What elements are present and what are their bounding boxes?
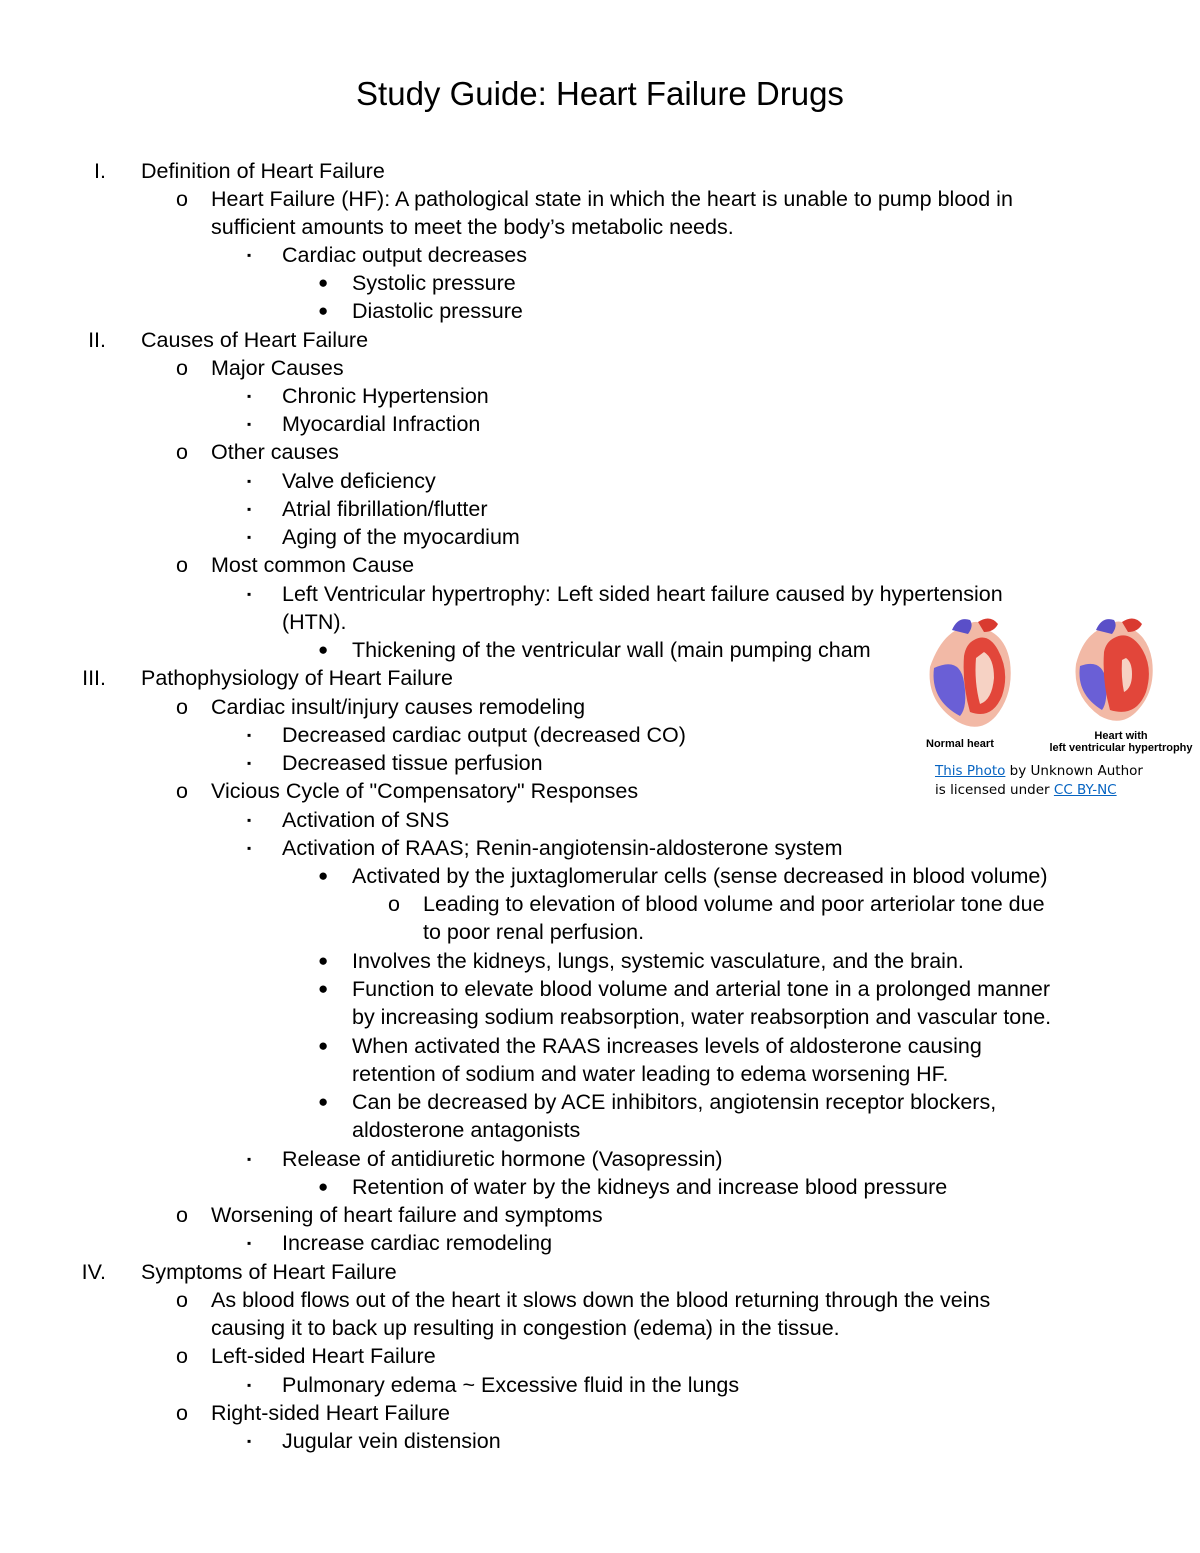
list-item: aldosterone antagonists	[352, 1118, 581, 1142]
list-item: Myocardial Infraction	[282, 412, 481, 436]
list-item: Other causes	[211, 440, 339, 464]
square-bullet: ▪	[247, 1236, 252, 1250]
square-bullet: ▪	[247, 1434, 252, 1448]
list-item: Atrial fibrillation/flutter	[282, 497, 488, 521]
square-bullet: ▪	[247, 389, 252, 403]
section-heading: Symptoms of Heart Failure	[141, 1260, 397, 1284]
list-item: Vicious Cycle of "Compensatory" Responses	[211, 779, 639, 803]
list-item: Systolic pressure	[352, 271, 516, 295]
dot-bullet: ●	[318, 1177, 329, 1196]
square-bullet: ▪	[247, 502, 252, 516]
section-heading: Pathophysiology of Heart Failure	[141, 666, 453, 690]
list-item: Retention of water by the kidneys and increase blood pressure	[352, 1175, 948, 1199]
list-item: Right-sided Heart Failure	[211, 1401, 450, 1425]
list-item: Heart Failure (HF): A pathological state in which the heart is unable to pump blood in	[211, 187, 1013, 211]
square-bullet: ▪	[247, 248, 252, 262]
list-item: Chronic Hypertension	[282, 384, 489, 408]
square-bullet: ▪	[247, 1378, 252, 1392]
dot-bullet: ●	[318, 951, 329, 970]
square-bullet: ▪	[247, 813, 252, 827]
list-item: (HTN).	[282, 610, 347, 634]
list-item: Function to elevate blood volume and arterial tone in a prolonged manner	[352, 977, 1051, 1001]
square-bullet: ▪	[247, 474, 252, 488]
credit-license-text: is licensed under	[935, 782, 1054, 798]
list-item: Cardiac output decreases	[282, 243, 528, 267]
list-item: Pulmonary edema ~ Excessive fluid in the lungs	[282, 1373, 740, 1397]
list-item: Left-sided Heart Failure	[211, 1344, 436, 1368]
photo-credit-line1	[935, 762, 1143, 780]
list-item: Worsening of heart failure and symptoms	[211, 1203, 603, 1227]
circle-bullet: o	[176, 553, 188, 577]
circle-bullet: o	[176, 1344, 188, 1368]
list-item: As blood flows out of the heart it slows down the blood returning through the veins	[211, 1288, 991, 1312]
list-item: Release of antidiuretic hormone (Vasopressin)	[282, 1147, 723, 1171]
dot-bullet: ●	[318, 1092, 329, 1111]
list-item: Activation of SNS	[282, 808, 450, 832]
square-bullet: ▪	[247, 417, 252, 431]
list-item: Thickening of the ventricular wall (main pumping cham	[352, 638, 871, 662]
list-item: retention of sodium and water leading to edema worsening HF.	[352, 1062, 949, 1086]
dot-bullet: ●	[318, 640, 329, 659]
circle-bullet: o	[176, 695, 188, 719]
list-item: Increase cardiac remodeling	[282, 1231, 553, 1255]
lvh-heart-image	[1076, 618, 1153, 720]
circle-bullet: o	[176, 356, 188, 380]
list-item: Activation of RAAS; Renin-angiotensin-aldosterone system	[282, 836, 843, 860]
square-bullet: ▪	[247, 530, 252, 544]
lvh-caption-line1: Heart with	[1094, 730, 1148, 742]
section-numeral: I.	[94, 159, 106, 183]
list-item: Cardiac insult/injury causes remodeling	[211, 695, 586, 719]
list-item: by increasing sodium reabsorption, water reabsorption and vascular tone.	[352, 1005, 1052, 1029]
list-item: Major Causes	[211, 356, 344, 380]
list-item: When activated the RAAS increases levels of aldosterone causing	[352, 1034, 982, 1058]
circle-bullet: o	[176, 1288, 188, 1312]
lvh-caption-line2: left ventricular hypertrophy	[1049, 742, 1193, 754]
square-bullet: ▪	[247, 587, 252, 601]
square-bullet: ▪	[247, 841, 252, 855]
square-bullet: ▪	[247, 1152, 252, 1166]
list-item: Aging of the myocardium	[282, 525, 520, 549]
circle-bullet: o	[176, 1203, 188, 1227]
list-item: to poor renal perfusion.	[423, 920, 645, 944]
dot-bullet: ●	[318, 1036, 329, 1055]
list-item: causing it to back up resulting in congestion (edema) in the tissue.	[211, 1316, 840, 1340]
section-numeral: III.	[82, 666, 106, 690]
section-numeral: II.	[88, 328, 106, 352]
credit-author: by Unknown Author	[1005, 763, 1143, 779]
list-item: Activated by the juxtaglomerular cells (sense decreased in blood volume)	[352, 864, 1048, 888]
section-numeral: IV.	[81, 1260, 106, 1284]
section-heading: Definition of Heart Failure	[141, 159, 385, 183]
list-item: sufficient amounts to meet the body’s metabolic needs.	[211, 215, 734, 239]
list-item: Decreased tissue perfusion	[282, 751, 543, 775]
normal-heart-image	[930, 618, 1011, 726]
list-item: Left Ventricular hypertrophy: Left sided heart failure caused by hypertension	[282, 582, 1003, 606]
photo-credit-line2	[935, 781, 1117, 799]
heart-figure	[918, 612, 1200, 802]
square-bullet: ▪	[247, 756, 252, 770]
list-item: Jugular vein distension	[282, 1429, 501, 1453]
list-item: Most common Cause	[211, 553, 415, 577]
dot-bullet: ●	[318, 273, 329, 292]
circle-bullet: o	[176, 1401, 188, 1425]
list-item: Valve deficiency	[282, 469, 436, 493]
dot-bullet: ●	[318, 979, 329, 998]
dot-bullet: ●	[318, 301, 329, 320]
list-item: Decreased cardiac output (decreased CO)	[282, 723, 686, 747]
photo-link[interactable]: This Photo	[935, 763, 1006, 779]
list-item: Can be decreased by ACE inhibitors, angiotensin receptor blockers,	[352, 1090, 997, 1114]
square-bullet: ▪	[247, 728, 252, 742]
circle-bullet: o	[176, 187, 188, 211]
circle-bullet: o	[388, 892, 400, 916]
circle-bullet: o	[176, 779, 188, 803]
license-link[interactable]: CC BY-NC	[1053, 782, 1117, 798]
heart-illustrations	[918, 612, 1200, 737]
section-heading: Causes of Heart Failure	[141, 328, 369, 352]
page-title: Study Guide: Heart Failure Drugs	[356, 75, 844, 112]
list-item: Diastolic pressure	[352, 299, 523, 323]
list-item: Leading to elevation of blood volume and poor arteriolar tone due	[423, 892, 1045, 916]
circle-bullet: o	[176, 440, 188, 464]
list-item: Involves the kidneys, lungs, systemic vasculature, and the brain.	[352, 949, 964, 973]
dot-bullet: ●	[318, 866, 329, 885]
normal-heart-caption: Normal heart	[926, 738, 994, 750]
